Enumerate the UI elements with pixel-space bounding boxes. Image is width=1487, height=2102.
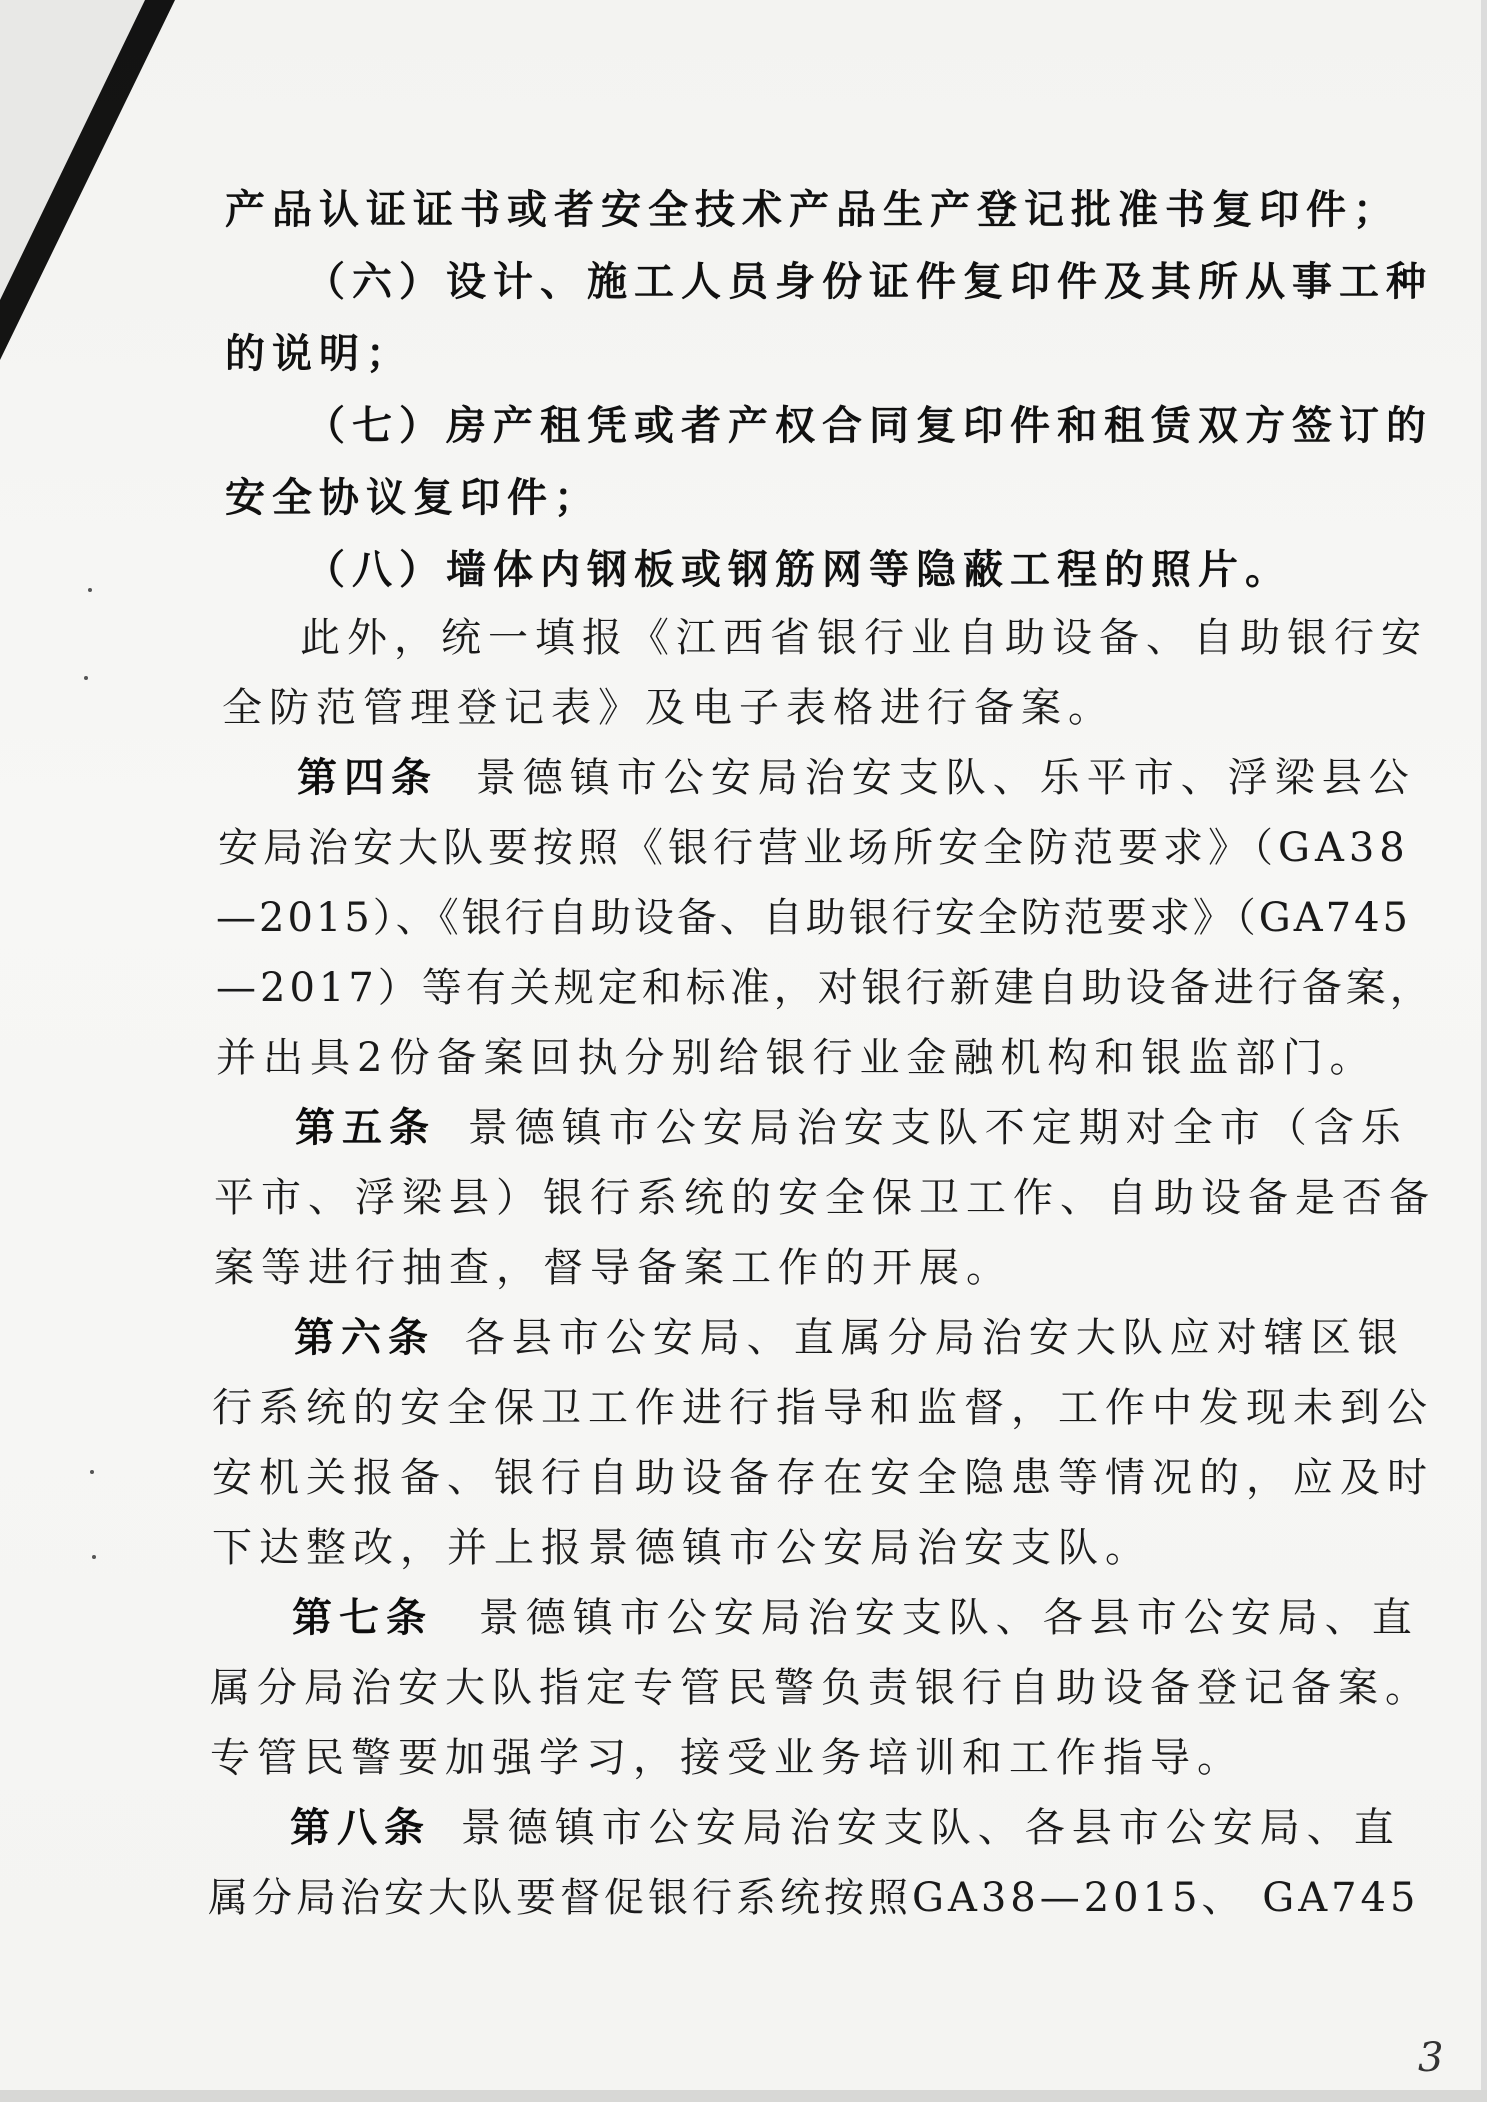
page-number: 3 (1418, 2035, 1444, 2081)
text-line: 平市、浮梁县）银行系统的安全保卫工作、自助设备是否备 (214, 1175, 1436, 1221)
text-line: 全防范管理登记表》及电子表格进行备案。 (222, 685, 1115, 731)
text-line: 产品认证证书或者安全技术产品生产登记批准书复印件； (225, 186, 1400, 233)
text-line: 案等进行抽查，督导备案工作的开展。 (214, 1245, 1013, 1291)
text-line: 并出具2份备案回执分别给银行业金融机构和银监部门。 (216, 1035, 1377, 1081)
article-8 (290, 1804, 1401, 1851)
folded-corner-paper (0, 0, 145, 300)
article-5-text: 景德镇市公安局治安支队不定期对全市（含乐 (467, 1105, 1408, 1151)
article-6 (294, 1314, 1405, 1361)
text-line: 下达整改，并上报景德镇市公安局治安支队。 (212, 1525, 1152, 1571)
page-edge-right (1481, 0, 1487, 2102)
article-7-text: 景德镇市公安局治安支队、各县市公安局、直 (478, 1595, 1419, 1641)
text-line: 行系统的安全保卫工作进行指导和监督，工作中发现未到公 (212, 1385, 1434, 1431)
text-line: —2017）等有关规定和标准，对银行新建自助设备进行备案， (216, 965, 1434, 1011)
text-line: 属分局治安大队要督促银行系统按照GA38—2015、 GA745 (208, 1875, 1420, 1921)
article-4-text: 景德镇市公安局治安支队、乐平市、浮梁县公 (475, 755, 1416, 801)
scan-speck (90, 1470, 94, 1474)
scan-speck (84, 676, 88, 680)
article-8-heading: 第八条 (290, 1804, 431, 1851)
article-8-text: 景德镇市公安局治安支队、各县市公安局、直 (460, 1805, 1401, 1851)
article-7-heading: 第七条 (292, 1594, 433, 1641)
scan-speck (88, 588, 92, 592)
scan-speck (92, 1555, 96, 1559)
text-line: （七）房产租凭或者产权合同复印件和租赁双方签订的 (305, 402, 1433, 449)
article-5 (295, 1104, 1408, 1151)
text-line: 专管民警要加强学习，接受业务培训和工作指导。 (210, 1735, 1244, 1781)
text-line: 安局治安大队要按照《银行营业场所安全防范要求》（GA38 (218, 825, 1410, 871)
text-line: （六）设计、施工人员身份证件复印件及其所从事工种 (305, 258, 1433, 305)
article-4 (297, 754, 1416, 801)
text-line: —2015）、《银行自助设备、自助银行安全防范要求》（GA745 (216, 895, 1411, 941)
text-line: 此外，统一填报《江西省银行业自助设备、自助银行安 (300, 615, 1428, 661)
article-4-heading: 第四条 (297, 754, 438, 801)
text-line: （八）墙体内钢板或钢筋网等隐蔽工程的照片。 (305, 546, 1292, 593)
text-line: 安全协议复印件； (225, 474, 601, 521)
article-6-text: 各县市公安局、直属分局治安大队应对辖区银 (464, 1315, 1405, 1361)
article-5-heading: 第五条 (295, 1104, 436, 1151)
article-7 (292, 1594, 1419, 1641)
text-line: 安机关报备、银行自助设备存在安全隐患等情况的，应及时 (212, 1455, 1434, 1501)
text-line: 的说明； (225, 330, 413, 377)
text-line: 属分局治安大队指定专管民警负责银行自助设备登记备案。 (210, 1665, 1432, 1711)
article-6-heading: 第六条 (294, 1314, 435, 1361)
page-edge-bottom (0, 2090, 1487, 2102)
